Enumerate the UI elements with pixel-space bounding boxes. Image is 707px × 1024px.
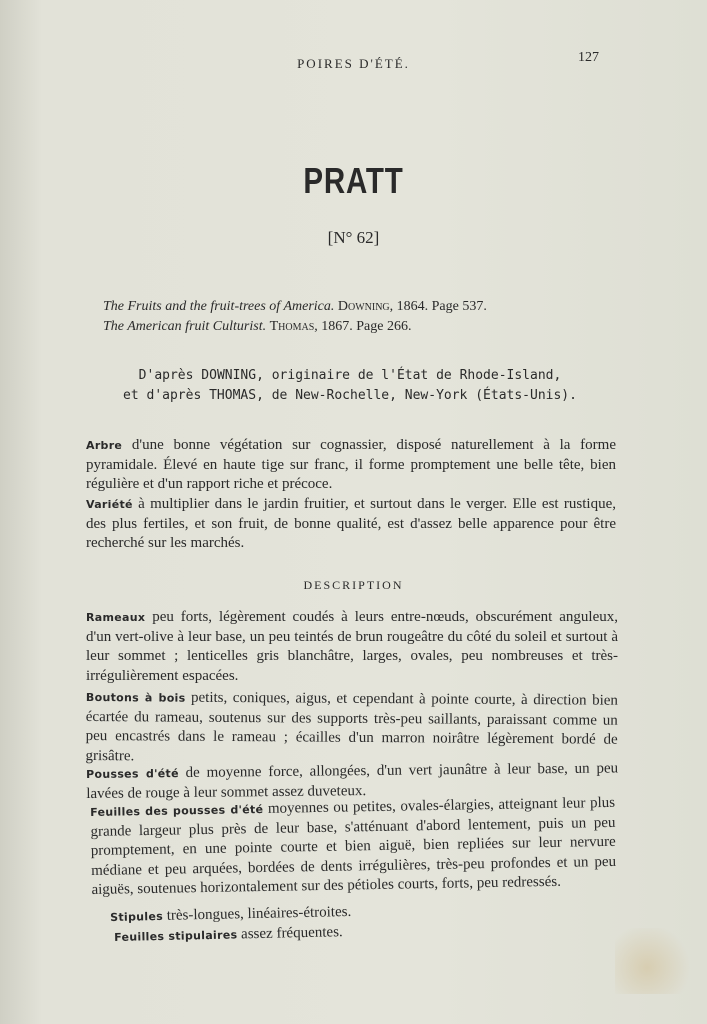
paragraph-text: à multiplier dans le jardin fruitier, et surtout dans le verger. Elle est rustique, des plus fertiles, et son fruit, de bonne qualité, est d'assez belle apparence pour être recherché sur les marchés. <box>86 496 616 551</box>
description-text: très-longues, linéaires-étroites. <box>162 903 352 924</box>
description-text: peu forts, légèrement coudés à leurs entre-nœuds, obscurément anguleux, d'un vert-olive à leur base, un peu teintés de brun rougeâtre du côté du soleil et surtout à leur sommet ; lenticelles gris blanchâtre, larges, ovales, peu nombreuses et très-irrégulièrement espacées. <box>86 609 618 684</box>
reference-author: Thomas, <box>269 319 318 334</box>
variety-number: [N° 62] <box>327 228 380 247</box>
page-title: PRATT <box>303 160 404 201</box>
paragraph-text: d'une bonne végétation sur cognassier, disposé naturellement à la forme pyramidale. Élevé en haute tige sur franc, il forme promptement une belle tête, bien régulière et d'un rapport riche et précoce. <box>86 437 616 492</box>
description-text: moyennes ou petites, ovales-élargies, atteignant leur plus grande largeur plus près de leur base, s'atténuant d'abord lentement, puis un peu promptement, en une pointe courte et bien aiguë, bien repliées sur leur nervure médiane et peu arquées, bordées de dents irrégulières, très-peu profondes et un peu aiguës, soutenues horizontalement sur des pétioles courts, forts, peu redressés. <box>90 794 617 898</box>
references <box>103 297 487 337</box>
origin-note <box>80 366 620 406</box>
description-lead: Pousses d'été <box>86 767 179 781</box>
description-lead: Stipules <box>110 909 164 924</box>
origin-line: D'après DOWNING, originaire de l'État de Rhode-Island, <box>138 368 562 383</box>
reference-line <box>103 297 487 317</box>
description-text: petits, coniques, aigus, et cependant à pointe courte, à direction bien écartée du rameau, soutenus sur des supports très-peu saillants, paraissant comme un peu encastrés dans le rameau ; écailles d'un marron noirâtre légèrement bordé de grisâtre. <box>85 689 618 764</box>
description-lead: Feuilles des pousses d'été <box>90 802 264 819</box>
reference-line <box>103 317 487 337</box>
description-boutons <box>85 688 618 770</box>
description-lead: Feuilles stipulaires <box>114 928 238 944</box>
reference-details: 1867. Page 266. <box>321 319 412 334</box>
reference-details: 1864. Page 537. <box>396 299 487 314</box>
description-lead: Rameaux <box>86 611 146 624</box>
page-number: 127 <box>578 50 599 65</box>
paragraph-variete <box>86 495 616 554</box>
running-head: POIRES D'ÉTÉ. <box>297 56 410 71</box>
reference-work: The Fruits and the fruit-trees of America. <box>103 299 335 314</box>
reference-work: The American fruit Culturist. <box>103 319 267 334</box>
paragraph-arbre <box>86 436 616 495</box>
description-feuilles <box>90 794 617 901</box>
description-text: de moyenne force, allongées, d'un vert jaunâtre à leur base, un peu lavées de rouge à leur sommet assez duveteux. <box>86 760 619 802</box>
origin-line: et d'après THOMAS, de New-Rochelle, New-York (États-Unis). <box>123 388 577 403</box>
description-text: assez fréquentes. <box>237 924 343 943</box>
paper-stain <box>615 928 695 994</box>
paragraph-lead: Variété <box>86 498 133 511</box>
reference-author: Downing, <box>337 299 394 314</box>
description-lead: Boutons à bois <box>85 690 186 705</box>
paragraph-lead: Arbre <box>86 439 123 452</box>
description-rameaux <box>86 608 618 686</box>
description-heading: DESCRIPTION <box>303 578 404 592</box>
